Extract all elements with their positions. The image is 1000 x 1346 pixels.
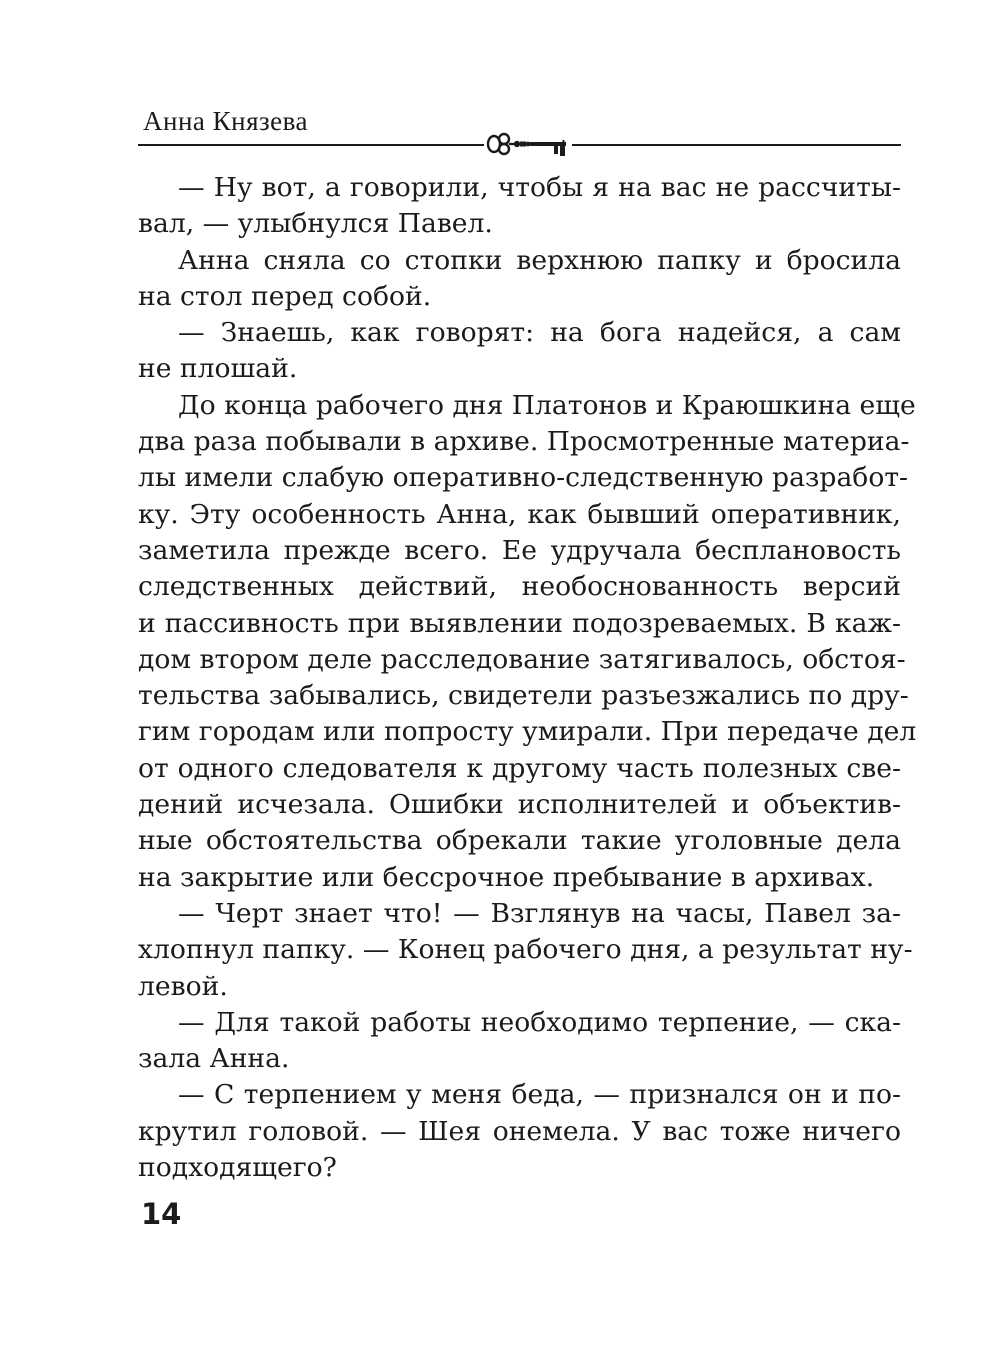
text-line: вал, — улыбнулся Павел.: [138, 208, 493, 240]
text-line: заметила прежде всего. Ее удручала бесплановость: [138, 534, 901, 566]
text-line: — Ну вот, а говорили, чтобы я на вас не рассчиты-: [178, 172, 901, 203]
text-line: на стол перед собой.: [138, 280, 432, 312]
text-line: дом втором деле расследование затягивалось, обстоя-: [138, 643, 906, 675]
text-line: не плошай.: [138, 353, 298, 385]
running-head-author: Анна Князева: [143, 106, 309, 136]
text-line: гим городам или попросту умирали. При передаче дел: [138, 716, 917, 748]
text-line: хлопнул папку. — Конец рабочего дня, а результат ну-: [138, 934, 913, 966]
page-number: 14: [141, 1197, 182, 1231]
text-line: Анна сняла со стопки верхнюю папку и бросила: [178, 244, 901, 276]
text-line: тельства забывались, свидетели разъезжались по дру-: [138, 680, 909, 712]
text-line: и пассивность при выявлении подозреваемых. В каж-: [138, 607, 901, 639]
text-line: — Для такой работы необходимо терпение, — ска-: [178, 1006, 901, 1038]
text-line: следственных действий, необоснованность версий: [138, 571, 901, 603]
text-line: лы имели слабую оперативно-следственную разработ-: [138, 462, 909, 494]
text-line: два раза побывали в архиве. Просмотренные материа-: [138, 426, 910, 458]
text-line: от одного следователя к другому часть полезных све-: [138, 752, 901, 784]
text-line: дений исчезала. Ошибки исполнителей и объектив-: [138, 789, 901, 821]
text-line: крутил головой. — Шея онемела. У вас тоже ничего: [138, 1115, 901, 1147]
key-ornament-icon: [484, 129, 572, 159]
text-line: подходящего?: [138, 1152, 337, 1184]
text-line: — Знаешь, как говорят: на бога надейся, а сам: [178, 317, 901, 349]
text-line: на закрытие или бессрочное пребывание в архивах.: [138, 861, 875, 893]
text-line: — С терпением у меня беда, — признался он и по-: [178, 1079, 901, 1111]
body-text: [138, 170, 917, 1186]
text-line: ные обстоятельства обрекали такие уголовные дела: [138, 825, 901, 857]
text-line: левой.: [138, 970, 228, 1002]
text-line: ку. Эту особенность Анна, как бывший оперативник,: [138, 498, 901, 530]
text-line: — Черт знает что! — Взглянув на часы, Павел за-: [178, 897, 901, 929]
text-line: До конца рабочего дня Платонов и Краюшкина еще: [178, 389, 916, 421]
text-line: зала Анна.: [138, 1043, 290, 1075]
